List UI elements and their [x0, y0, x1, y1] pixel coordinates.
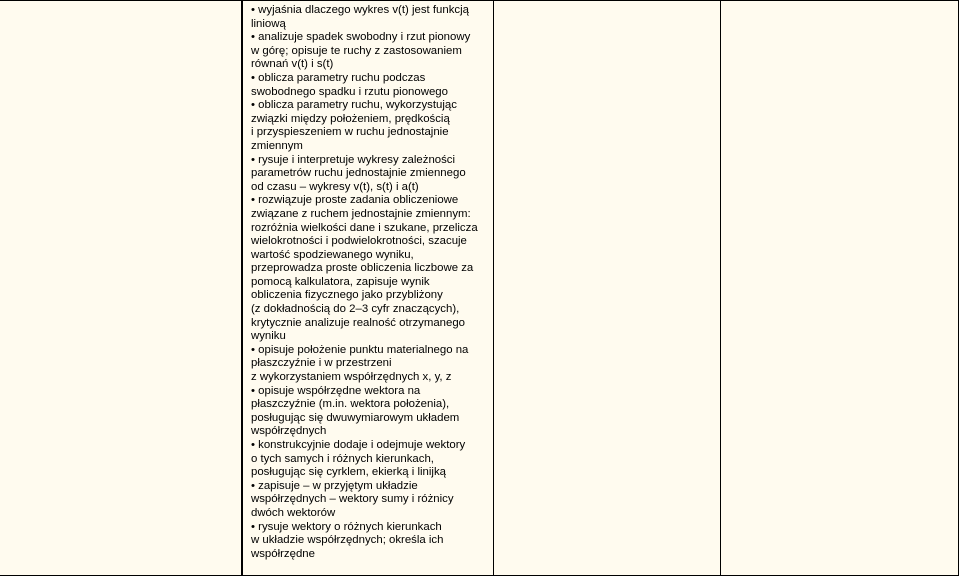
list-item-line: przeprowadza proste obliczenia liczbowe za: [251, 262, 474, 275]
list-item-line: wyniku: [251, 330, 286, 343]
list-item-line: z wykorzystaniem współrzędnych x, y, z: [251, 371, 452, 384]
list-item-line: • rysuje i interpretuje wykresy zależności: [251, 153, 456, 166]
list-item-line: w górę; opisuje te ruchy z zastosowaniem: [251, 44, 462, 57]
list-item-line: • rozwiązuje proste zadania obliczeniowe: [251, 194, 459, 207]
list-item-line: • oblicza parametry ruchu podczas: [251, 71, 426, 84]
list-item-line: związki między położeniem, prędkością: [251, 112, 450, 125]
list-item-line: w układzie współrzędnych; określa ich: [251, 534, 444, 547]
list-item-line: współrzędnych – wektory sumy i różnicy: [251, 493, 454, 506]
list-item-line: • oblicza parametry ruchu, wykorzystując: [251, 99, 457, 112]
list-item-line: współrzędnych: [251, 425, 327, 438]
requirements-list: [243, 1, 493, 561]
list-item-line: wartość spodziewanego wyniku,: [251, 248, 414, 261]
list-item-line: krytycznie analizuje realność otrzymanego: [251, 316, 465, 329]
list-item: [251, 99, 489, 153]
list-item-line: parametrów ruchu jednostajnie zmiennego: [251, 167, 466, 180]
list-item: [251, 72, 489, 99]
list-item: [251, 194, 489, 344]
list-item-line: dwóch wektorów: [251, 506, 336, 519]
table-cell-empty-4: [720, 0, 959, 576]
list-item-line: współrzędne: [251, 547, 315, 560]
list-item: [251, 480, 489, 521]
list-item: [251, 521, 489, 562]
list-item-line: • rysuje wektory o różnych kierunkach: [251, 520, 442, 533]
list-item: [251, 31, 489, 72]
table-cell-empty-3: [493, 0, 721, 576]
table-cell-left: [0, 0, 242, 576]
list-item: [251, 344, 489, 385]
list-item-line: pomocą kalkulatora, zapisuje wynik: [251, 275, 430, 288]
list-item-line: płaszczyźnie (m.in. wektora położenia),: [251, 398, 450, 411]
list-item-line: • konstrukcyjnie dodaje i odejmuje wektory: [251, 439, 466, 451]
list-item-line: posługując się dwuwymiarowym układem: [251, 411, 460, 424]
list-item-line: zmiennym: [251, 139, 303, 152]
list-item-line: płaszczyźnie i w przestrzeni: [251, 357, 392, 370]
table-cell-requirements: [242, 0, 494, 576]
list-item: [251, 385, 489, 439]
list-item: [251, 154, 489, 195]
list-item-line: związane z ruchem jednostajnie zmiennym:: [251, 207, 471, 220]
list-item-line: obliczenia fizycznego jako przybliżony: [251, 289, 443, 302]
list-item-line: • zapisuje – w przyjętym układzie: [251, 479, 418, 492]
list-item-line: od czasu – wykresy v(t), s(t) i a(t): [251, 180, 419, 193]
list-item-line: równań v(t) i s(t): [251, 58, 334, 71]
list-item: [251, 439, 489, 480]
list-item-line: rozróżnia wielkości dane i szukane, przelicza: [251, 221, 478, 234]
list-item-line: i przyspieszeniem w ruchu jednostajnie: [251, 126, 449, 139]
list-item-line: • opisuje współrzędne wektora na: [251, 384, 421, 397]
list-item-line: • wyjaśnia dlaczego wykres v(t) jest funkcją: [251, 4, 469, 16]
list-item-line: liniową: [251, 17, 286, 30]
list-item-line: (z dokładnością do 2–3 cyfr znaczących),: [251, 303, 460, 316]
list-item-line: • analizuje spadek swobodny i rzut pionowy: [251, 31, 471, 44]
list-item-line: wielokrotności i podwielokrotności, szacuje: [251, 235, 467, 248]
list-item-line: posługując się cyrklem, ekierką i linijką: [251, 466, 446, 479]
list-item: [251, 4, 489, 31]
list-item-line: • opisuje położenie punktu materialnego na: [251, 343, 469, 356]
list-item-line: swobodnego spadku i rzutu pionowego: [251, 85, 448, 98]
list-item-line: o tych samych i różnych kierunkach,: [251, 452, 434, 465]
